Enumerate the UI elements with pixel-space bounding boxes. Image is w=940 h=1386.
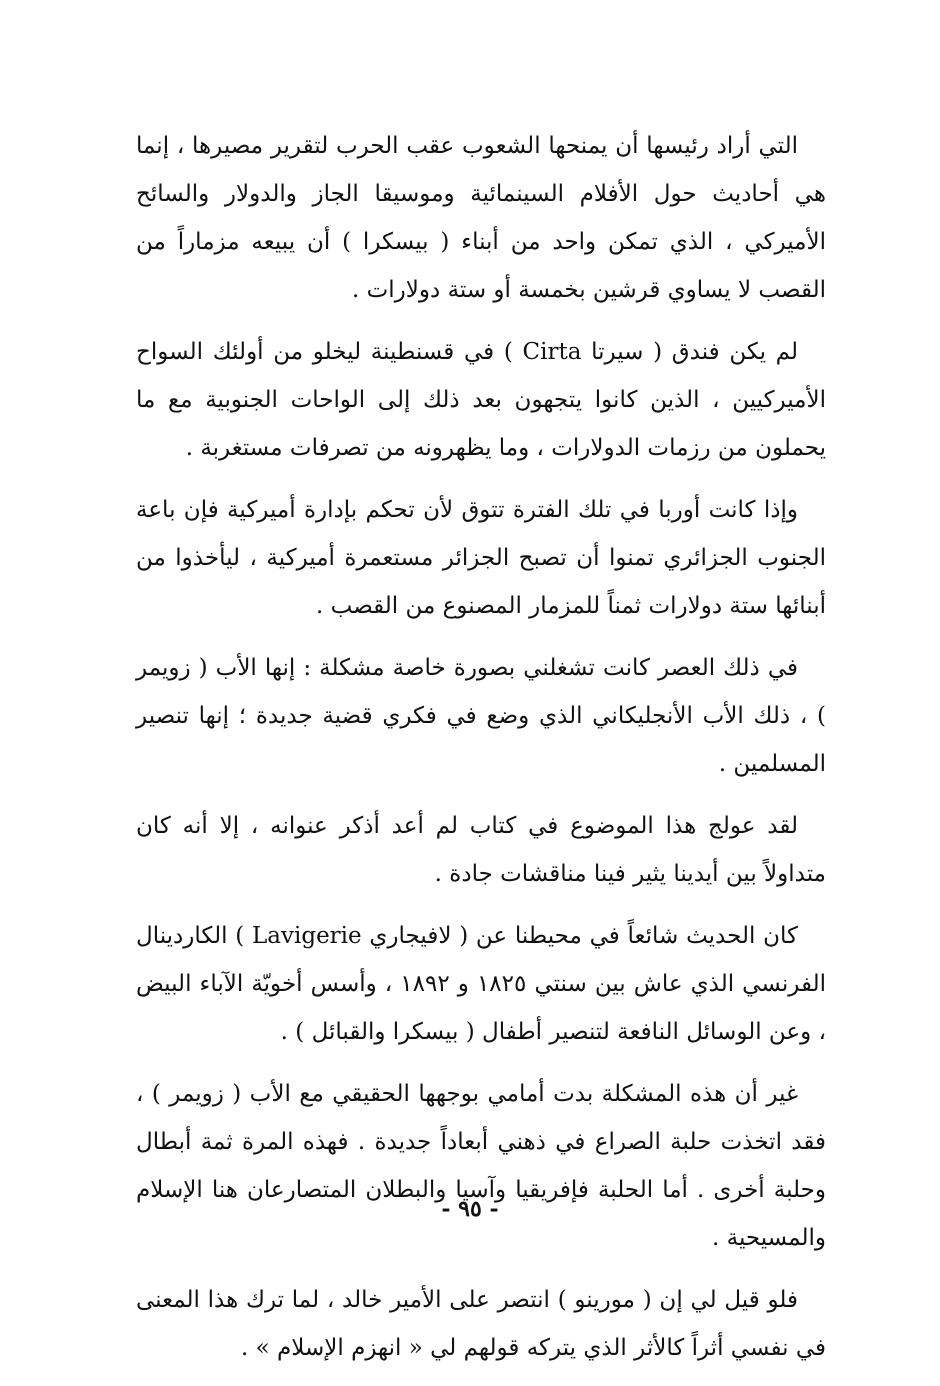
paragraph: كان الحديث شائعاً في محيطنا عن ( لافيجاري Lavigerie ) الكاردينال الفرنسي الذي عاش بين سنتي ١٨٢٥ و ١٨٩٢ ، وأسس أخويّة الآباء البيض ، وعن الوسائل النافعة لتنصير أطفال ( بيسكرا والقبائل ) . <box>136 923 826 1045</box>
paragraph: لقد عولج هذا الموضوع في كتاب لم أعد أذكر عنوانه ، إلا أنه كان متداولاً بين أيدينا يثير فينا مناقشات جادة . <box>136 813 826 887</box>
paragraph: فلو قيل لي إن ( مورينو ) انتصر على الأمير خالد ، لما ترك هذا المعنى في نفسي أثراً كالأثر الذي يتركه قولهم لي « انهزم الإسلام » . <box>136 1287 826 1361</box>
paragraph: وإذا كانت أوربا في تلك الفترة تتوق لأن تحكم بإدارة أميركية فإن باعة الجنوب الجزائري تمنوا أن تصبح الجزائر مستعمرة أميركية ، ليأخذوا من أبنائها ستة دولارات ثمناً للمزمار المصنوع من القصب . <box>136 497 826 619</box>
paragraph: في ذلك العصر كانت تشغلني بصورة خاصة مشكلة : إنها الأب ( زويمر ) ، ذلك الأب الأنجليكاني الذي وضع في فكري قضية جديدة ؛ إنها تنصير المسلمين . <box>136 655 826 777</box>
paragraph: التي أراد رئيسها أن يمنحها الشعوب عقب الحرب لتقرير مصيرها ، إنما هي أحاديث حول الأفلام السينمائية وموسيقا الجاز والدولار والسائح الأميركي ، الذي تمكن واحد من أبناء ( بيسكرا ) أن يبيعه مزماراً من القصب لا يساوي قرشين بخمسة أو ستة دولارات . <box>136 133 826 303</box>
paragraph: غير أن هذه المشكلة بدت أمامي بوجهها الحقيقي مع الأب ( زويمر ) ، فقد اتخذت حلبة الصراع في ذهني أبعاداً جديدة . فهذه المرة ثمة أبطال وحلبة أخرى . أما الحلبة فإفريقيا وآسيا والبطلان المتصارعان هنا الإسلام والمسيحية . <box>136 1081 826 1251</box>
paragraph: لم يكن فندق ( سيرتا Cirta ) في قسنطينة ليخلو من أولئك السواح الأميركيين ، الذين كانوا يتجهون بعد ذلك إلى الواحات الجنوبية مع ما يحملون من رزمات الدولارات ، وما يظهرونه من تصرفات مستغربة . <box>136 339 826 461</box>
page-number: - ٩٥ - <box>441 1196 499 1222</box>
